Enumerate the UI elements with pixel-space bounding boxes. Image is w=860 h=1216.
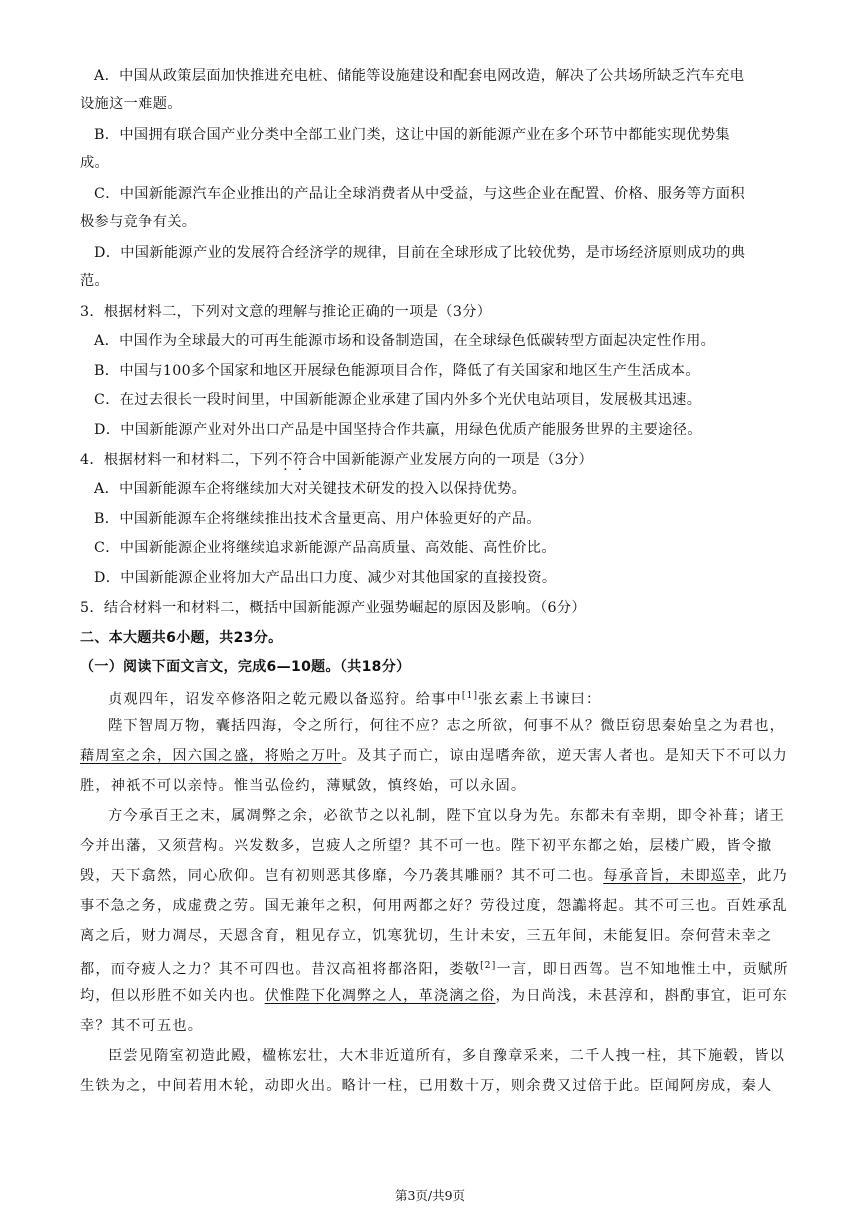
passage-line-4: 方今承百王之末，属凋弊之余，必欲节之以礼制，陛下宜以身为先。东都未有幸期，即令补葺；诸王	[108, 808, 786, 824]
passage-line-10-post: ，为日尚浅，未甚淳和，斟酌事宜，讵可东	[495, 988, 788, 1004]
passage-line-7: 事不急之务，成虚费之劳。国无兼年之积，何用两都之好？劳役过度，怨讟将起。其不可三也。百姓承乱	[80, 898, 788, 914]
passage-line-13: 生铁为之，中间若用木轮，动即火出。略计一柱，已用数十万，则余费又过倍于此。臣闻阿房成，秦人	[80, 1078, 773, 1094]
q4-stem-pre: 4．根据材料一和材料二，下列	[80, 452, 279, 468]
underlined-sentence-1: 藉周室之余，因六国之盛，将贻之万叶	[80, 748, 342, 764]
q3-option-c: C．在过去很长一段时间里，中国新能源企业承建了国内外多个光伏电站项目，发展极其迅速。	[94, 392, 702, 408]
passage-line-2	[80, 746, 790, 766]
q4-option-c: C．中国新能源企业将继续追求新能源产品高质量、高效能、高性价比。	[94, 540, 556, 556]
q2-option-a-line2: 设施这一难题。	[80, 96, 182, 112]
q2-option-b-line1: B．中国拥有联合国产业分类中全部工业门类，这让中国的新能源产业在多个环节中都能实现优势集	[94, 127, 730, 143]
passage-line-11: 幸？其不可五也。	[80, 1018, 204, 1034]
passage-intro	[108, 686, 790, 710]
q2-option-d-line1: D．中国新能源产业的发展符合经济学的规律，目前在全球形成了比较优势，是市场经济原则成功的典	[94, 245, 746, 261]
passage-line-1: 陛下智周万物，囊括四海，令之所行，何往不应？志之所欲，何事不从？微臣窃思秦始皇之为君也，	[108, 718, 786, 734]
q2-option-b-line2: 成。	[80, 155, 110, 171]
q4-option-d: D．中国新能源企业将加大产品出口力度、减少对其他国家的直接投资。	[94, 570, 557, 586]
passage-line-6-text: 毁，天下翕然，同心欣仰。岂有初则恶其侈靡，今乃袭其雕丽？其不可二也。	[80, 868, 604, 884]
page-number: 第3页/共9页	[394, 1188, 466, 1203]
passage-line-6-rest: ，此乃	[741, 868, 788, 884]
underlined-sentence-3: 伏惟陛下化凋弊之人，革浇漓之俗	[264, 988, 496, 1004]
passage-line-9-pre: 都，而夺疲人之力？其不可四也。昔汉高祖将都洛阳，娄敬	[80, 961, 481, 978]
passage-intro-pre: 贞观四年，诏发卒修洛阳之乾元殿以备巡狩。给事中	[108, 691, 462, 708]
q4-stem	[80, 450, 790, 470]
footnote-marker-1: [1]	[461, 691, 479, 701]
q4-option-b: B．中国新能源车企将继续推出技术含量更高、用户体验更好的产品。	[94, 511, 541, 527]
q3-option-a: A．中国作为全球最大的可再生能源市场和设备制造国，在全球绿色低碳转型方面起决定性作用。	[94, 333, 716, 349]
q3-option-b: B．中国与100多个国家和地区开展绿色能源项目合作，降低了有关国家和地区生产生活成本。	[94, 363, 700, 379]
passage-line-8: 离之后，财力凋尽，天恩含育，粗见存立，饥寒犹切，生计未安，三五年间，未能复旧。奈何营未幸之	[80, 928, 773, 944]
q4-emphasis-2: 符	[292, 452, 308, 468]
q3-stem: 3．根据材料二，下列对文意的理解与推论正确的一项是（3分）	[80, 304, 492, 320]
q2-option-c-line1: C．中国新能源汽车企业推出的产品让全球消费者从中受益，与这些企业在配置、价格、服务等方面积	[94, 186, 745, 202]
q5-stem: 5．结合材料一和材料二，概括中国新能源产业强势崛起的原因及影响。（6分）	[80, 600, 586, 616]
passage-line-9	[80, 956, 790, 980]
passage-line-9-post: 一言，即日西驾。岂不知地惟土中，贡赋所	[496, 961, 789, 978]
q2-option-a-line1: A．中国从政策层面加快推进充电桩、储能等设施建设和配套电网改造，解决了公共场所缺乏汽车充电	[94, 68, 745, 84]
q2-option-c-line2: 极参与竞争有关。	[80, 214, 197, 230]
q4-stem-post: 合中国新能源产业发展方向的一项是（3分）	[307, 452, 594, 468]
section-2-title: 二、本大题共6小题，共23分。	[80, 630, 283, 646]
passage-line-12: 臣尝见隋室初造此殿，楹栋宏壮，大木非近道所有，多自豫章采来，二千人拽一柱，其下施毂，皆以	[108, 1048, 786, 1064]
passage-intro-post: 张玄素上书谏曰：	[478, 691, 602, 708]
q4-option-a: A．中国新能源车企将继续加大对关键技术研发的投入以保持优势。	[94, 481, 527, 497]
passage-line-5: 今并出藩，又须营构。兴发数多，岂疲人之所望？其不可一也。陛下初平东都之始，层楼广殿，皆令撤	[80, 838, 773, 854]
passage-line-10	[80, 986, 790, 1006]
q3-option-d: D．中国新能源产业对外出口产品是中国坚持合作共赢，用绿色优质产能服务世界的主要途径。	[94, 422, 702, 438]
underlined-sentence-2: 每承音旨，未即巡幸	[603, 868, 742, 884]
section-2-subtitle: （一）阅读下面文言文，完成6—10题。（共18分）	[80, 659, 411, 675]
passage-line-3: 胜，神祇不可以亲恃。惟当弘俭约，薄赋敛，慎终始，可以永固。	[80, 778, 527, 794]
passage-line-2-rest: 。及其子而亡，谅由逞嗜奔欲，逆天害人者也。是知天下不可以力	[341, 748, 788, 764]
passage-line-6	[80, 866, 790, 886]
q4-emphasis-1: 不	[278, 452, 293, 468]
q2-option-d-line2: 范。	[80, 273, 110, 289]
passage-line-10-pre: 均，但以形胜不如关内也。	[80, 988, 265, 1004]
footnote-marker-2: [2]	[480, 961, 497, 971]
